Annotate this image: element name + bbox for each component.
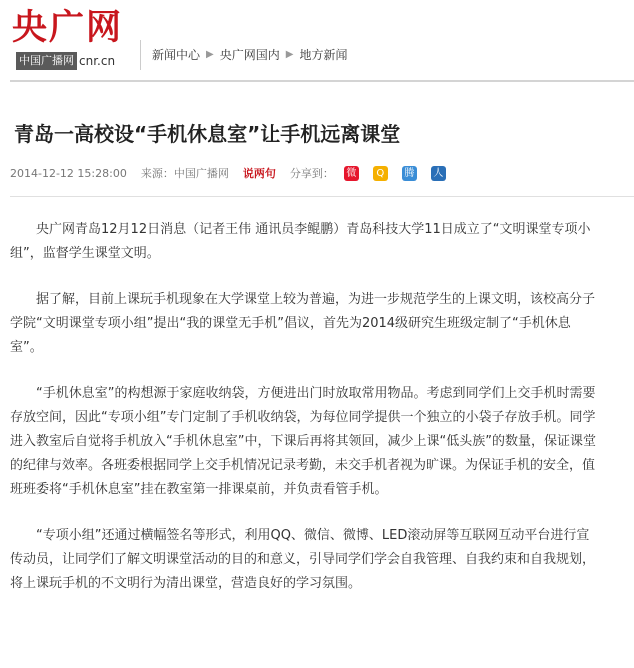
chevron-right-icon: ▶	[206, 49, 214, 60]
article-body	[10, 218, 600, 618]
tencent-weibo-icon[interactable]: 腾	[402, 166, 417, 181]
meta-divider-line	[10, 196, 634, 197]
renren-icon[interactable]: 人	[431, 166, 446, 181]
article-paragraph: 据了解，目前上课玩手机现象在大学课堂上较为普遍，为进一步规范学生的上课文明，该校高分子学院“文明课堂专项小组”提出“我的课堂无手机”倡议，首先为2014级研究生班级定制了“手机休息室”。	[10, 292, 596, 355]
share-icons	[344, 166, 460, 181]
breadcrumb	[152, 46, 347, 63]
qzone-icon[interactable]: Q	[373, 166, 388, 181]
header-divider-line	[10, 80, 634, 82]
logo-sub-text: 中国广播网	[16, 52, 77, 70]
breadcrumb-domestic[interactable]: 央广网国内	[219, 48, 280, 62]
site-logo[interactable]	[12, 8, 132, 72]
header-divider	[140, 40, 141, 70]
article-datetime: 2014-12-12 15:28:00	[10, 166, 127, 180]
comment-link[interactable]: 说两句	[242, 167, 276, 180]
logo-domain-text: cnr.cn	[79, 54, 116, 68]
logo-main-text: 央广网	[12, 7, 124, 48]
site-header	[0, 0, 634, 80]
logo-sub-row	[16, 52, 115, 70]
breadcrumb-local-news[interactable]: 地方新闻	[299, 48, 348, 62]
article-source: 来源：中国广播网	[140, 167, 229, 180]
article-paragraph: “专项小组”还通过横幅签名等形式，利用QQ、微信、微博、LED滚动屏等互联网互动平台进行宣传动员，让同学们了解文明课堂活动的目的和意义，引导同学们学会自我管理、自我约束和自我规划，将上课玩手机的不文明行为清出课堂，营造良好的学习氛围。	[10, 528, 596, 591]
weibo-icon[interactable]: 微	[344, 166, 359, 181]
breadcrumb-news-center[interactable]: 新闻中心	[152, 48, 201, 62]
chevron-right-icon: ▶	[285, 49, 294, 60]
share-label: 分享到：	[289, 167, 334, 180]
article-title: 青岛一高校设“手机休息室”让手机远离课堂	[14, 122, 401, 146]
article-paragraph: 央广网青岛12月12日消息（记者王伟 通讯员李鲲鹏）青岛科技大学11日成立了“文明课堂专项小组”，监督学生课堂文明。	[10, 222, 591, 261]
article-paragraph: “手机休息室”的构想源于家庭收纳袋，方便进出门时放取常用物品。考虑到同学们上交手机时需要存放空间，因此“专项小组”专门定制了手机收纳袋，为每位同学提供一个独立的小袋子存放手机。同学进入教室后自觉将手机放入“手机休息室”中，下课后再将其领回，减少上课“低头族”的数量，保证课堂的纪律与效率。各班委根据同学上交手机情况记录考勤，未交手机者视为旷课。为保证手机的安全，值班班委将“手机休息室”挂在教室第一排课桌前，并负责看管手机。	[10, 386, 596, 497]
article-meta	[10, 164, 460, 182]
